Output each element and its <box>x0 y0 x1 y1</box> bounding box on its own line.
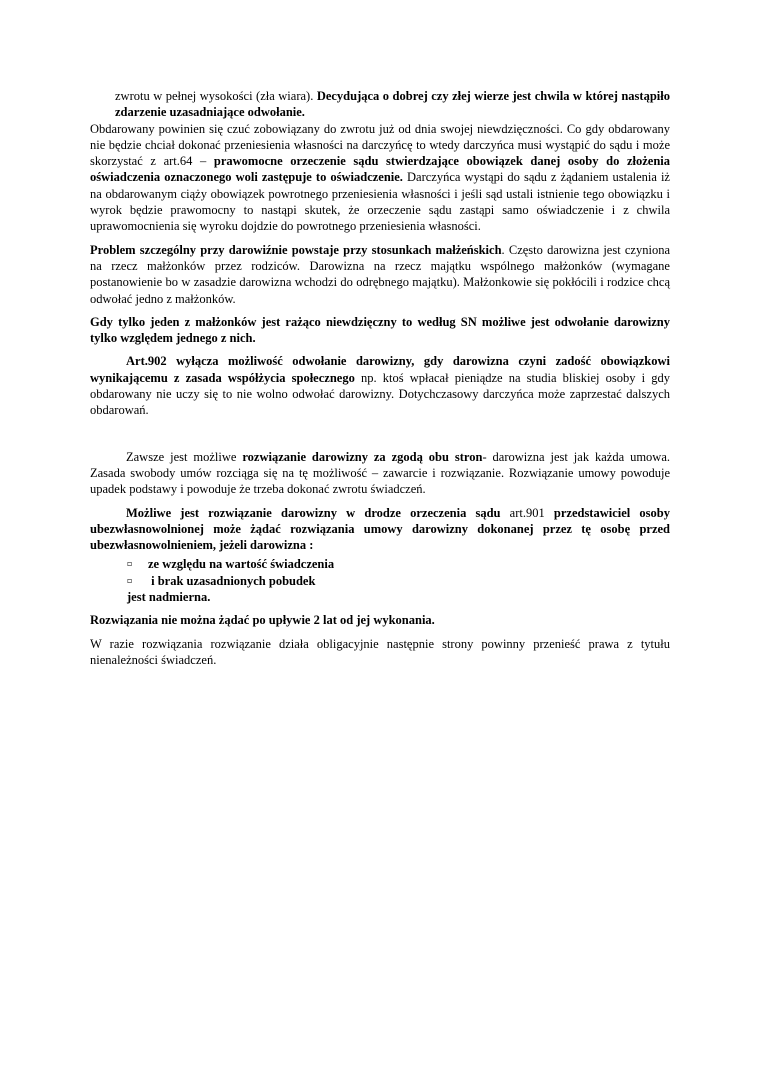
list-item-text: i brak uzasadnionych pobudek <box>148 573 316 588</box>
paragraph-bad-faith <box>90 88 670 121</box>
list-item-text: ze względu na wartość świadczenia <box>148 557 335 572</box>
paragraph-time-limit <box>90 612 670 628</box>
paragraph-emphasis: Problem szczególny przy darowiźnie powstaje przy stosunkach małżeńskich <box>90 242 502 257</box>
paragraph-emphasis: Decydująca o dobrej czy złej wierze jest chwila w której nastąpiło zdarzenie uzasadniające odwołanie. <box>115 89 670 120</box>
paragraph-emphasis: przedstawiciel osoby ubezwłasnowolnionej może żądać rozwiązania umowy darowizny dokonanej przez tę osobę przed ubezwłasnowolnieniem, jeżeli darowizna : <box>90 505 670 553</box>
conditions-list <box>90 556 670 589</box>
paragraph-emphasis: prawomocne orzeczenie sądu stwierdzające obowiązek danej osoby do złożenia oświadczenia oznaczonego woli zastępuje to oświadczenie. <box>90 154 670 185</box>
paragraph-emphasis: jest nadmierna. <box>127 590 211 605</box>
list-item <box>127 573 670 589</box>
paragraph-text: W razie rozwiązania rozwiązanie działa obligacyjnie następnie strony powinny przenieść prawa z tytułu nienależności świadczeń. <box>90 636 670 667</box>
square-bullet-icon: ▫ <box>127 559 133 569</box>
paragraph-text: zwrotu w pełnej wysokości (zła wiara). <box>115 89 317 103</box>
paragraph-emphasis: rozwiązanie darowizny za zgodą obu stron <box>242 449 483 464</box>
paragraph-ingratitude-return <box>90 121 670 235</box>
paragraph-obligational-effect <box>90 636 670 669</box>
paragraph-text: art.901 <box>500 505 554 520</box>
paragraph-emphasis: Gdy tylko jeden z małżonków jest rażąco niewdzięczny to według SN możliwe jest odwołanie darowizny tylko względem jednego z nich. <box>90 314 670 346</box>
paragraph-text: Darczyńca wystąpi do sądu z żądaniem ustalenia iż na obdarowanym ciąży obowiązek powrotnego przeniesienia własności i jeśli sąd ustali istnienie tego obowiązku i wyrok będzie prawomocny to nastąpi skutek, że orzeczenie sądu zastąpi samo oświadczenie i z chwila uprawomocnienia się wyroku dojdzie do powrotnego przeniesienia własności. <box>90 170 670 234</box>
paragraph-text: - darowizna jest jak każda umowa. Zasada swobody umów rozciąga się na tę możliwość – zawarcie i rozwiązanie. Rozwiązanie umowy powoduje upadek podstawy i powoduje że trzeba dokonać zwrotu świadczeń. <box>90 449 670 497</box>
paragraph-text: . Często darowizna jest czyniona na rzecz małżonków przez rodziców. Darowizna na rzecz majątku wspólnego małżonków (wymagane postanowienie bo w zasadzie darowizna wchodzi do odrębnego majątku). Małżonkowie się pokłócili i rodzice chcą odwołać jedno z małżonków. <box>90 242 670 306</box>
paragraph-emphasis: Rozwiązania nie można żądać po upływie 2 lat od jej wykonania. <box>90 613 435 628</box>
paragraph-text: Zawsze jest możliwe <box>126 449 243 464</box>
list-item <box>127 556 670 572</box>
paragraph-text: np. ktoś wpłacał pieniądze na studia bliskiej osoby i gdy obdarowany nie uczy się to nie wolno odwołać darowizny. Dotychczasowy darczyńca może zaprzestać dalszych obdarowań. <box>90 370 670 418</box>
paragraph-court-dissolution <box>90 505 670 554</box>
paragraph-mutual-dissolution <box>90 449 670 498</box>
square-bullet-icon: ▫ <box>127 575 133 585</box>
paragraph-emphasis: Możliwe jest rozwiązanie darowizny w drodze orzeczenia sądu <box>126 505 501 520</box>
paragraph-marital-donation <box>90 242 670 307</box>
paragraph-sn-ruling <box>90 314 670 347</box>
paragraph-emphasis: Art.902 wyłącza możliwość odwołanie darowizny, gdy darowizna czyni zadość obowiązkowi wynikającemu z zasada współżycia społecznego <box>90 354 670 385</box>
paragraph-art-902 <box>90 353 670 418</box>
document-page <box>90 88 670 668</box>
list-conclusion <box>90 589 670 605</box>
paragraph-text: Obdarowany powinien się czuć zobowiązany do zwrotu już od dnia swojej niewdzięczności. Co gdy obdarowany nie będzie chciał dokonać przeniesienia własności na darczyńcę to wtedy darczyńca musi wystąpić do sądu i może skorzystać z art.64 – <box>90 121 670 169</box>
